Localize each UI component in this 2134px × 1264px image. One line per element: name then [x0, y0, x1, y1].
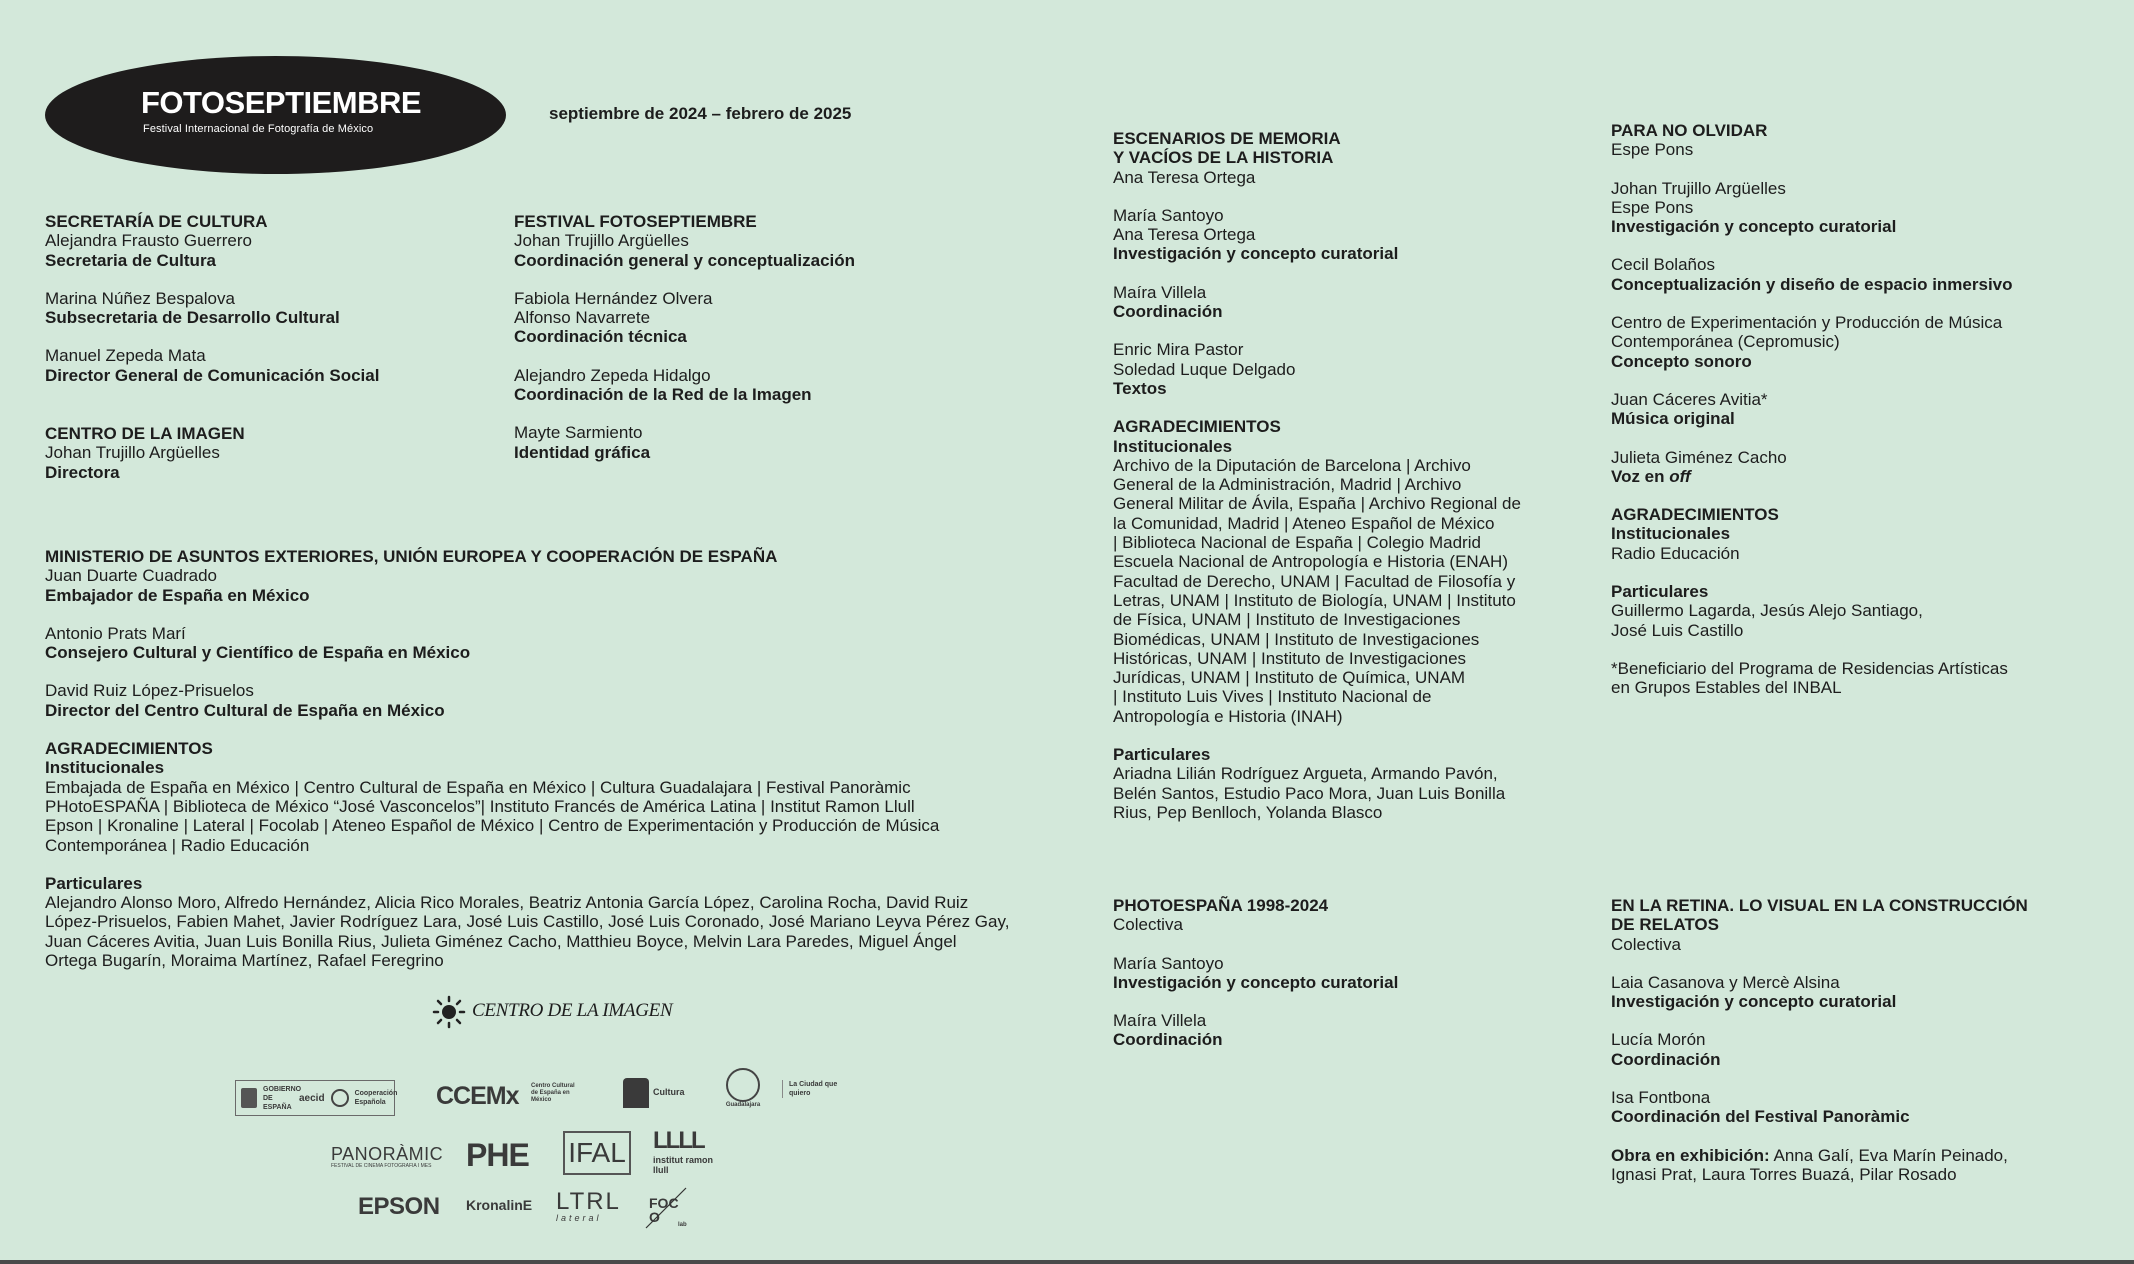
thanks-line: Ariadna Lilián Rodríguez Argueta, Armando Pavón, — [1113, 764, 1498, 784]
person-role: Coordinación — [1611, 1049, 1721, 1069]
section-subtitle: Ana Teresa Ortega — [1113, 167, 1256, 187]
thanks-line: de Física, UNAM | Instituto de Investigaciones — [1113, 610, 1461, 630]
person-name: Johan Trujillo Argüelles — [1611, 178, 1786, 198]
thanks-line: Radio Educación — [1611, 543, 1740, 563]
person-name: Johan Trujillo Argüelles — [45, 443, 220, 463]
section-subtitle: Colectiva — [1113, 915, 1183, 935]
section-heading: EN LA RETINA. LO VISUAL EN LA CONSTRUCCIÓN — [1611, 896, 2028, 915]
person-role: Música original — [1611, 409, 1735, 429]
logo-title: FOTOSEPTIEMBRE — [141, 85, 422, 120]
section-subtitle: Colectiva — [1611, 934, 1681, 954]
person-name: Espe Pons — [1611, 197, 1694, 217]
thanks-line: Jurídicas, UNAM | Instituto de Química, UNAM — [1113, 668, 1466, 688]
thanks-line: Históricas, UNAM | Instituto de Investigaciones — [1113, 648, 1467, 668]
person-role: Investigación y concepto curatorial — [1611, 992, 1897, 1012]
person-role: Coordinación general y conceptualización — [514, 250, 856, 270]
cultura-logo: Cultura — [623, 1078, 685, 1108]
logo-subtitle: Festival Internacional de Fotografía de México — [143, 123, 374, 135]
person-name: Lucía Morón — [1611, 1030, 1706, 1050]
gobierno-espana-logo: GOBIERNO DE ESPAÑA aecid Cooperación Española — [235, 1080, 395, 1116]
thanks-line: PHotoESPAÑA | Biblioteca de México “José Vasconcelos”| Instituto Francés de América Latina | Institut Ramon Llull — [45, 796, 915, 816]
person-role: Director del Centro Cultural de España en México — [45, 700, 445, 720]
person-role: Coordinación del Festival Panoràmic — [1611, 1107, 1910, 1127]
thanks-line: Contemporánea | Radio Educación — [45, 835, 310, 855]
person-role: Voz en off — [1611, 466, 1691, 486]
photoespana-section — [1113, 896, 1553, 1050]
ifal-logo: IFAL — [563, 1131, 631, 1175]
person-name: Antonio Prats Marí — [45, 623, 186, 643]
person-name: Soledad Luque Delgado — [1113, 359, 1296, 379]
person-name: Juan Duarte Cuadrado — [45, 566, 218, 586]
section-heading: PARA NO OLVIDAR — [1611, 121, 1768, 140]
sun-icon — [432, 995, 466, 1029]
paranoolvidar-section — [1611, 121, 2081, 698]
footnote: en Grupos Estables del INBAL — [1611, 678, 1842, 698]
person-name: Johan Trujillo Argüelles — [514, 231, 689, 251]
person-name: Mayte Sarmiento — [514, 423, 643, 443]
escenarios-section — [1113, 129, 1553, 822]
thanks-line: Epson | Kronaline | Lateral | Focolab | Ateneo Español de México | Centro de Experimentación y Producción de Música — [45, 816, 940, 836]
thanks-line: Archivo de la Diputación de Barcelona | Archivo — [1113, 455, 1471, 475]
ccemx-logo-subtitle: Centro Cultural de España en México — [531, 1083, 575, 1103]
person-role: Coordinación técnica — [514, 327, 687, 347]
section-heading: FESTIVAL FOTOSEPTIEMBRE — [514, 212, 757, 231]
thanks-line: José Luis Castillo — [1611, 620, 1744, 640]
person-role: Secretaria de Cultura — [45, 250, 217, 270]
obra-line: Ignasi Prat, Laura Torres Buazá, Pilar Rosado — [1611, 1164, 1957, 1184]
person-name: María Santoyo — [1113, 205, 1224, 225]
thanks-line: Ortega Bugarín, Moraima Martínez, Rafael Feregrino — [45, 951, 444, 971]
thanks-line: | Instituto Luis Vives | Instituto Nacional de — [1113, 687, 1432, 707]
thanks-line: Juan Cáceres Avitia, Juan Luis Bonilla Rius, Julieta Giménez Cacho, Matthieu Boyce, Melvin Lara Paredes, Miguel Ángel — [45, 931, 957, 951]
person-name: Contemporánea (Cepromusic) — [1611, 332, 1840, 352]
thanks-line: Rius, Pep Benlloch, Yolanda Blasco — [1113, 802, 1383, 822]
panoramic-logo-subtitle: FESTIVAL DE CINEMA FOTOGRAFIA I MES — [331, 1163, 432, 1169]
person-role: Embajador de España en México — [45, 585, 310, 605]
person-name: Fabiola Hernández Olvera — [514, 288, 713, 308]
person-name: Laia Casanova y Mercè Alsina — [1611, 972, 1840, 992]
person-name: Alfonso Navarrete — [514, 308, 651, 328]
section-heading: MINISTERIO DE ASUNTOS EXTERIORES, UNIÓN EUROPEA Y COOPERACIÓN DE ESPAÑA — [45, 547, 778, 566]
thanks-line: General de la Administración, Madrid | Archivo — [1113, 475, 1462, 495]
cooperacion-icon — [331, 1089, 349, 1107]
thanks-line: López-Prisuelos, Fabien Mahet, Javier Rodríguez Lara, José Luis Castillo, José Luis Coronado, José Mariano Leyva Pérez Gay, — [45, 912, 1010, 932]
thanks-line: Alejandro Alonso Moro, Alfredo Hernández, Alicia Rico Morales, Beatriz Antonia García López, Carolina Rocha, David Ruiz — [45, 893, 969, 913]
person-name: Centro de Experimentación y Producción de Música — [1611, 313, 2003, 333]
centro-imagen-logo-text: CENTRO DE LA IMAGEN — [472, 1000, 673, 1021]
person-name: Juan Cáceres Avitia* — [1611, 389, 1768, 409]
festival-logo — [45, 56, 506, 174]
person-name: Julieta Giménez Cacho — [1611, 447, 1787, 467]
person-name: Ana Teresa Ortega — [1113, 225, 1256, 245]
thanks-institutional-label: Institucionales — [1113, 436, 1233, 456]
thanks-line: Facultad de Derecho, UNAM | Facultad de Filosofía y — [1113, 571, 1516, 591]
bottom-border — [0, 1260, 2134, 1264]
person-role: Coordinación — [1113, 1030, 1223, 1050]
guadalajara-seal-icon — [726, 1068, 760, 1102]
person-name: Maíra Villela — [1113, 282, 1207, 302]
person-name: Manuel Zepeda Mata — [45, 346, 206, 366]
phe-logo: PHE — [466, 1137, 529, 1173]
person-name: Maíra Villela — [1113, 1011, 1207, 1031]
lateral-logo: LTRL — [556, 1188, 621, 1215]
thanks-line: Escuela Nacional de Antropología e Historia (ENAH) — [1113, 552, 1508, 572]
person-role: Coordinación de la Red de la Imagen — [514, 385, 812, 405]
thanks-line: Letras, UNAM | Instituto de Biología, UNAM | Instituto — [1113, 590, 1516, 610]
secretaria-section — [45, 212, 525, 385]
italic-off: off — [1669, 466, 1691, 486]
obra-label: Obra en exhibición: — [1611, 1145, 1770, 1165]
festival-dates: septiembre de 2024 – febrero de 2025 — [549, 104, 852, 123]
section-heading: PHOTOESPAÑA 1998-2024 — [1113, 896, 1329, 915]
person-role: Concepto sonoro — [1611, 351, 1752, 371]
thanks-line: Guillermo Lagarda, Jesús Alejo Santiago, — [1611, 601, 1923, 621]
person-role: Coordinación — [1113, 302, 1223, 322]
person-role: Directora — [45, 462, 120, 482]
thanks-heading: AGRADECIMIENTOS — [1611, 505, 1779, 525]
festival-section — [514, 212, 1074, 462]
person-name: Isa Fontbona — [1611, 1088, 1711, 1108]
institut-llull-logo-text: institut ramon llull — [653, 1155, 713, 1175]
thanks-line: | Biblioteca Nacional de España | Colegio Madrid — [1113, 533, 1481, 553]
epson-logo: EPSON — [358, 1193, 440, 1220]
ccemx-logo: CCEMx — [436, 1082, 519, 1110]
thanks-line: la Comunidad, Madrid | Ateneo Español de México — [1113, 513, 1495, 533]
lateral-logo-subtitle: lateral — [556, 1213, 602, 1223]
section-heading: CENTRO DE LA IMAGEN — [45, 424, 245, 443]
person-name: Alejandro Zepeda Hidalgo — [514, 365, 711, 385]
person-role: Textos — [1113, 378, 1167, 398]
section-heading: SECRETARÍA DE CULTURA — [45, 212, 268, 231]
institut-llull-logo: LLLL — [653, 1127, 704, 1154]
focolab-logo: FOCO — [649, 1195, 679, 1225]
ministerio-section — [45, 547, 1075, 970]
section-heading: DE RELATOS — [1611, 915, 1719, 935]
thanks-line: Antropología e Historia (INAH) — [1113, 706, 1343, 726]
building-icon — [623, 1078, 649, 1108]
retina-section — [1611, 896, 2081, 1184]
person-role: Conceptualización y diseño de espacio inmersivo — [1611, 274, 2013, 294]
aecid-logo-text: aecid — [299, 1092, 325, 1104]
thanks-line: General Militar de Ávila, España | Archivo Regional de — [1113, 494, 1521, 514]
person-role: Identidad gráfica — [514, 442, 651, 462]
person-role: Consejero Cultural y Científico de España en México — [45, 643, 471, 663]
thanks-particular-label: Particulares — [45, 873, 143, 893]
thanks-heading: AGRADECIMIENTOS — [45, 739, 213, 759]
person-role: Director General de Comunicación Social — [45, 365, 380, 385]
panoramic-logo: PANORÀMIC — [331, 1144, 444, 1164]
centro-section — [45, 424, 525, 482]
thanks-line: Biomédicas, UNAM | Instituto de Investigaciones — [1113, 629, 1480, 649]
ciudad-logo: La Ciudad que quiero — [782, 1080, 839, 1098]
focolab-logo-suffix: lab — [678, 1222, 687, 1228]
person-name: David Ruiz López-Prisuelos — [45, 681, 254, 701]
section-heading: Y VACÍOS DE LA HISTORIA — [1113, 148, 1334, 168]
thanks-particular-label: Particulares — [1113, 745, 1211, 765]
coat-of-arms-icon — [241, 1088, 257, 1108]
thanks-institutional-label: Institucionales — [1611, 524, 1731, 544]
person-name: María Santoyo — [1113, 953, 1224, 973]
thanks-heading: AGRADECIMIENTOS — [1113, 417, 1281, 437]
guadalajara-logo: Guadalajara — [722, 1068, 764, 1109]
person-role: Investigación y concepto curatorial — [1113, 244, 1399, 264]
footnote: *Beneficiario del Programa de Residencias Artísticas — [1611, 658, 2008, 678]
person-name: Marina Núñez Bespalova — [45, 288, 235, 308]
person-role: Subsecretaria de Desarrollo Cultural — [45, 308, 340, 328]
thanks-particular-label: Particulares — [1611, 582, 1709, 602]
person-role: Investigación y concepto curatorial — [1113, 972, 1399, 992]
thanks-line: Belén Santos, Estudio Paco Mora, Juan Luis Bonilla — [1113, 783, 1506, 803]
obra-line: Obra en exhibición: Anna Galí, Eva Marín Peinado, — [1611, 1145, 2008, 1165]
thanks-line: Embajada de España en México | Centro Cultural de España en México | Cultura Guadalajara | Festival Panoràmic — [45, 777, 911, 797]
person-name: Cecil Bolaños — [1611, 255, 1715, 275]
kronaline-logo: KronalinE — [466, 1197, 533, 1213]
section-heading: ESCENARIOS DE MEMORIA — [1113, 129, 1341, 148]
person-name: Alejandra Frausto Guerrero — [45, 231, 252, 251]
person-role: Investigación y concepto curatorial — [1611, 217, 1897, 237]
person-name: Enric Mira Pastor — [1113, 340, 1244, 360]
thanks-institutional-label: Institucionales — [45, 758, 165, 778]
section-subtitle: Espe Pons — [1611, 140, 1694, 160]
